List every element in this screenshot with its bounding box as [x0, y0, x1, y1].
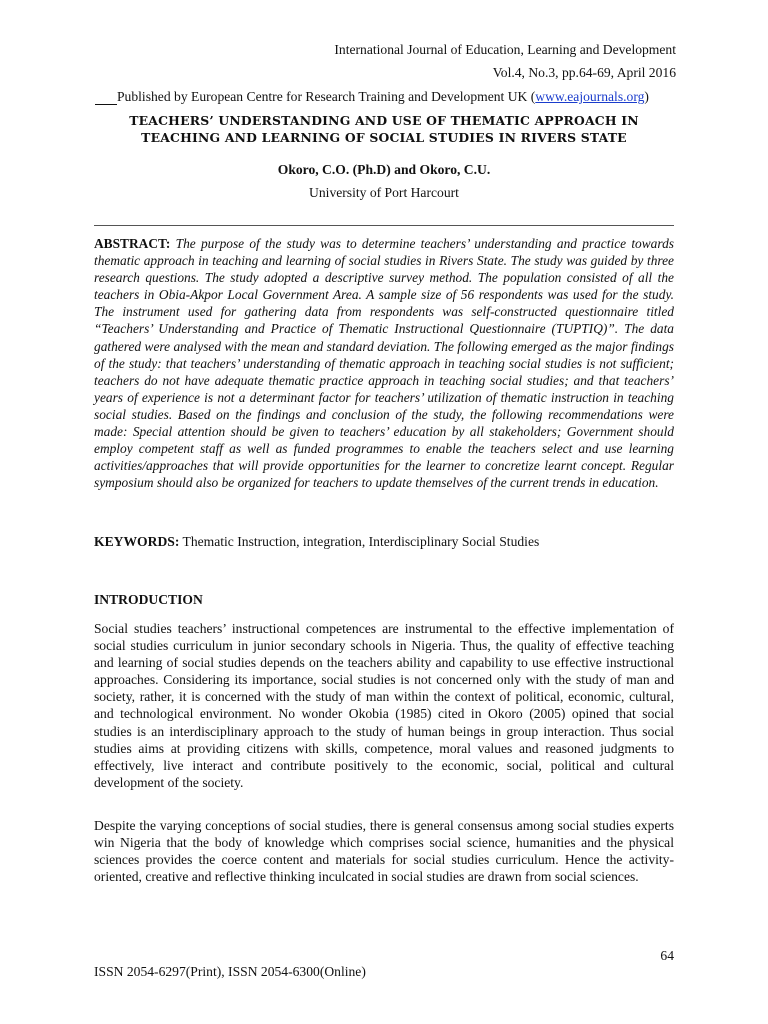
- paper-authors: Okoro, C.O. (Ph.D) and Okoro, C.U.: [277, 162, 491, 177]
- intro-paragraph: Social studies teachers’ instructional competences are instrumental to the effective implementation of social studies curriculum in junior secondary schools in Nigeria. Thus, the quality of effective teaching and learning of social studies depends on the teachers ability and capability to use effective instructional approaches. Considering its importance, social studies is not concerned only with the study of man and society, rather, it is concerned with the study of man within the context of political, economic, cultural, and technological environment. No wonder Okobia (1985) cited in Okoro (2005) opined that social studies is an interdisciplinary approach to the study of human beings in group interaction. Thus social studies aims at providing citizens with skills, competence, moral values and reasoned judgments to effectively, live interact and contribute positively to the economic, social, political and cultural development of the society.: [94, 621, 674, 790]
- abstract-label: ABSTRACT:: [94, 236, 171, 251]
- header-underline: [95, 104, 117, 105]
- keywords-label: KEYWORDS:: [94, 534, 180, 549]
- keywords-block: [94, 534, 674, 550]
- paper-title: TEACHERS’ UNDERSTANDING AND USE OF THEMATIC APPROACH IN TEACHING AND LEARNING OF SOCIAL STUDIES IN RIVERS STATE: [129, 113, 639, 145]
- page-number: 64: [660, 948, 674, 963]
- section-heading-introduction: INTRODUCTION: [94, 592, 203, 607]
- abstract-divider: [94, 225, 674, 226]
- publisher-suffix: ): [644, 89, 649, 104]
- publisher-link[interactable]: www.eajournals.org: [535, 89, 645, 104]
- abstract-text: The purpose of the study was to determine teachers’ understanding and practice towards thematic approach in teaching and learning of social studies in Rivers State. The study was guided by three research questions. The study adopted a descriptive survey method. The population consisted of all the teachers in Obia-Akpor Local Government Area. A sample size of 56 respondents was used for the study. The instrument used for gathering data from respondents was self-constructed questionnaire titled “Teachers’ Understanding and Practice of Thematic Instructional Questionnaire (TUPTIQ)”. The data gathered were analysed with the mean and standard deviation. The following emerged as the major findings of the study: that teachers’ understanding of thematic approach in teaching social studies is not sufficient; teachers do not have adequate thematic practice approach in teaching social studies; and that teachers’ years of experience is not a determinant factor for teachers’ utilization of thematic instruction in teaching social studies. Based on the findings and conclusion of the study, the following recommendations were made: Special attention should be given to teachers’ education by all stakeholders; Government should employ competent staff as well as funded programmes to enable the teachers select and use learning activities/approaches that will provide opportunities for the learner to concretize learnt concept. Regular symposium should also be organized for teachers to update themselves of the current trends in education.: [94, 236, 674, 491]
- keywords-text: Thematic Instruction, integration, Interdisciplinary Social Studies: [182, 534, 540, 549]
- publisher-text: Published by European Centre for Research Training and Development UK (: [117, 89, 536, 104]
- author-affiliation: University of Port Harcourt: [309, 185, 459, 200]
- volume-info: Vol.4, No.3, pp.64-69, April 2016: [492, 65, 676, 80]
- issn-footer: ISSN 2054-6297(Print), ISSN 2054-6300(Online): [94, 964, 366, 979]
- publisher-line: [95, 89, 649, 105]
- abstract-block: [94, 235, 674, 491]
- journal-name: International Journal of Education, Learning and Development: [334, 42, 676, 57]
- intro-paragraph: Despite the varying conceptions of social studies, there is general consensus among social studies experts win Nigeria that the body of knowledge which comprises social science, humanities and the physical sciences provides the coerce content and materials for social studies curriculum. Hence the activity-oriented, creative and reflective thinking inculcated in social studies are drawn from social sciences.: [94, 818, 674, 885]
